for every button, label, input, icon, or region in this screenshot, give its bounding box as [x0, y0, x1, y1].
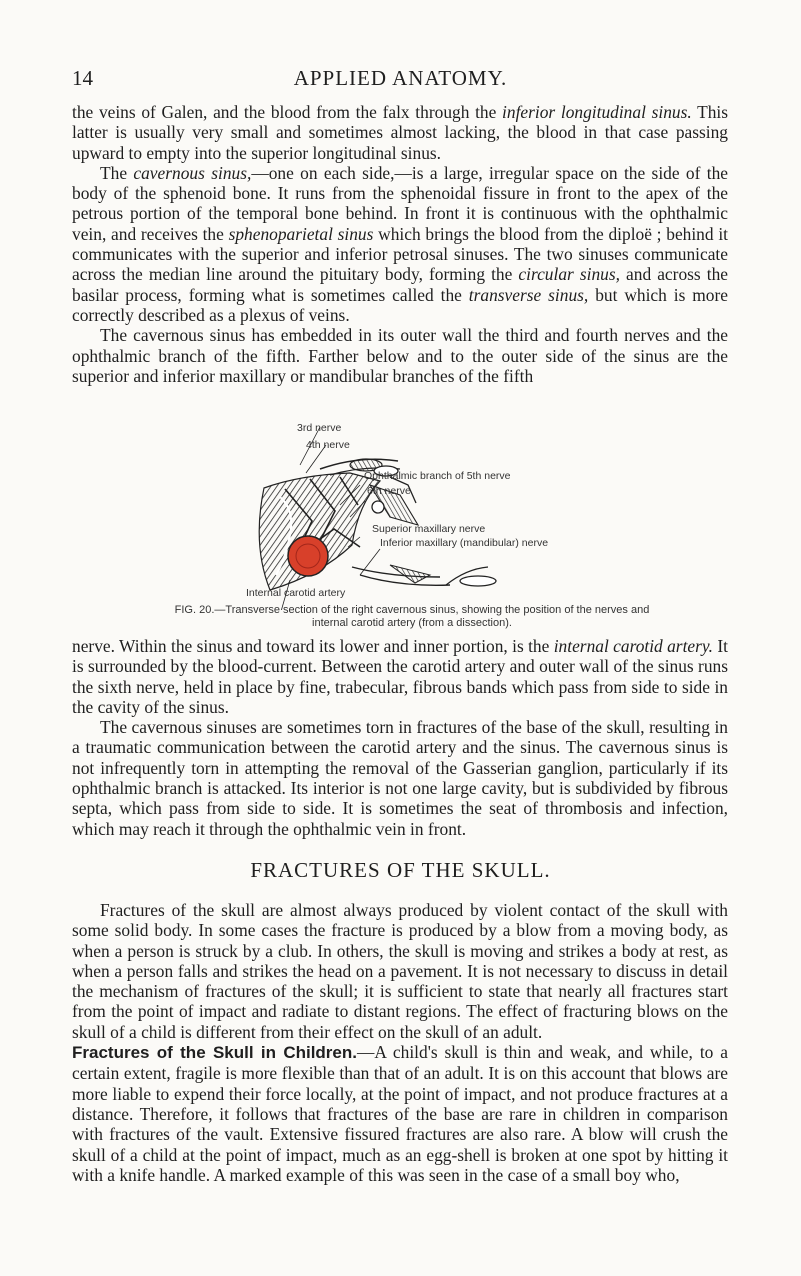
text-run: The: [100, 162, 134, 183]
text-run: nerve. Within the sinus and toward its lower and inner portion, is the: [72, 636, 554, 656]
paragraph: [72, 1042, 728, 1185]
text-run: but which is more correctly described as a plexus of veins.: [72, 284, 729, 325]
italic-term: internal carotid artery.: [553, 636, 713, 656]
carotid-artery-shape: [288, 536, 328, 576]
text-block-cavernous-sinus: [72, 102, 728, 386]
italic-term: sphenoparietal sinus: [228, 223, 374, 244]
text-block-fractures: [72, 900, 728, 1185]
paragraph: [72, 325, 728, 386]
label-inferior-maxillary: Inferior maxillary (mandibular) nerve: [380, 537, 549, 549]
section-heading: FRACTURES OF THE SKULL.: [250, 858, 551, 882]
label-superior-maxillary: Superior maxillary nerve: [372, 523, 486, 535]
label-sixth-nerve: 6th nerve: [367, 485, 411, 497]
label-third-nerve: 3rd nerve: [297, 422, 342, 434]
page-number: 14: [72, 66, 93, 90]
running-head: APPLIED ANATOMY.: [293, 66, 508, 90]
label-internal-carotid: Internal carotid artery: [246, 587, 346, 599]
paragraph: [72, 717, 728, 839]
text-run: The cavernous sinuses are sometimes torn in fractures of the base of the skull, resulting in a traumatic communication between the carotid artery and the sinus. The cavernous sinus is not infrequently torn in attempting the removal of the Gasserian ganglion, particularly if its ophthalmic branch is attacked. Its interior is not one large cavity, but is subdivided by fibrous septa, which pass from side to side. It is sometimes the seat of thrombosis and infection, which may reach it through the ophthalmic vein in front.: [72, 717, 728, 839]
run-in-heading: Fractures of the Skull in Children.: [72, 1043, 357, 1063]
text-run: This latter is usually very small and sometimes almost lacking, the blood in that case passing upward to empty into the superior longitudinal sinus.: [72, 102, 729, 163]
italic-term: transverse sinus,: [468, 284, 589, 305]
text-run: which brings the blood from the diploë ; behind it communicates with the superior and inferior petrosal sinuses. The two sinuses communicate across the median line around the pituitary body, forming the: [72, 223, 728, 285]
figure-caption: [112, 604, 712, 630]
text-run: —one on each side,—is a large, irregular space on the side of the body of the sphenoid bone. It runs from the sphenoidal fissure in front to the apex of the petrous portion of the temporal bone behind. In front it is continuous with the ophthalmic vein, and receives the: [72, 162, 728, 244]
paragraph: [72, 163, 728, 325]
caption-line: FIG. 20.—Transverse section of the right cavernous sinus, showing the position of the nerves and: [174, 604, 650, 616]
paragraph: [72, 900, 728, 1042]
italic-term: cavernous sinus,: [133, 162, 252, 183]
paragraph: [72, 636, 728, 717]
italic-term: inferior longitudinal sinus.: [502, 102, 692, 122]
text-block-carotid: [72, 636, 728, 839]
paragraph: [72, 102, 728, 163]
page-header: [0, 66, 801, 96]
label-ophthalmic-branch: Ophthalmic branch of 5th nerve: [364, 470, 511, 482]
figure-cavernous-sinus: [240, 422, 720, 610]
cavernous-sinus-illustration: [240, 425, 720, 610]
text-run: the veins of Galen, and the blood from the falx through the: [72, 102, 503, 122]
label-fourth-nerve: 4th nerve: [306, 439, 350, 451]
text-run: The cavernous sinus has embedded in its outer wall the third and fourth nerves and the ophthalmic branch of the fifth. Farther below and to the outer side of the sinus are the superior and inferior maxillary or mandibular branches of the fifth: [72, 325, 728, 386]
text-run: and across the basilar process, forming what is sometimes called the: [72, 264, 728, 305]
caption-line: internal carotid artery (from a dissection).: [312, 617, 512, 629]
text-run: It is surrounded by the blood-current. Between the carotid artery and outer wall of the sinus runs the sixth nerve, held in place by fine, trabecular, fibrous bands which pass from side to side in the cavity of the sinus.: [72, 636, 728, 717]
text-run: Fractures of the skull are almost always produced by violent contact of the skull with some solid body. In some cases the fracture is produced by a blow from a moving body, as when a person is struck by a club. In others, the skull is moving and strikes a body at rest, as when a person falls and strikes the head on a pavement. It is not necessary to discuss in detail the mechanism of fractures of the skull; it is sufficient to state that nearly all fractures start from the point of impact and radiate to distant regions. The effect of fracturing blows on the skull of a child is different from their effect on the skull of an adult.: [72, 900, 728, 1042]
text-run: —A child's skull is thin and weak, and while, to a certain extent, fragile is more flexible than that of an adult. It is on this account that blows are more liable to expend their force locally, at the point of impact, and not produce fractures at a distance. Therefore, it follows that fractures of the base are rare in children in comparison with fractures of the vault. Extensive fissured fractures are also rare. A blow will crush the skull of a child at the point of impact, much as an egg-shell is broken at one spot by hitting it with a knife handle. A marked example of this was seen in the case of a small boy who,: [72, 1042, 728, 1185]
italic-term: circular sinus,: [518, 264, 620, 285]
